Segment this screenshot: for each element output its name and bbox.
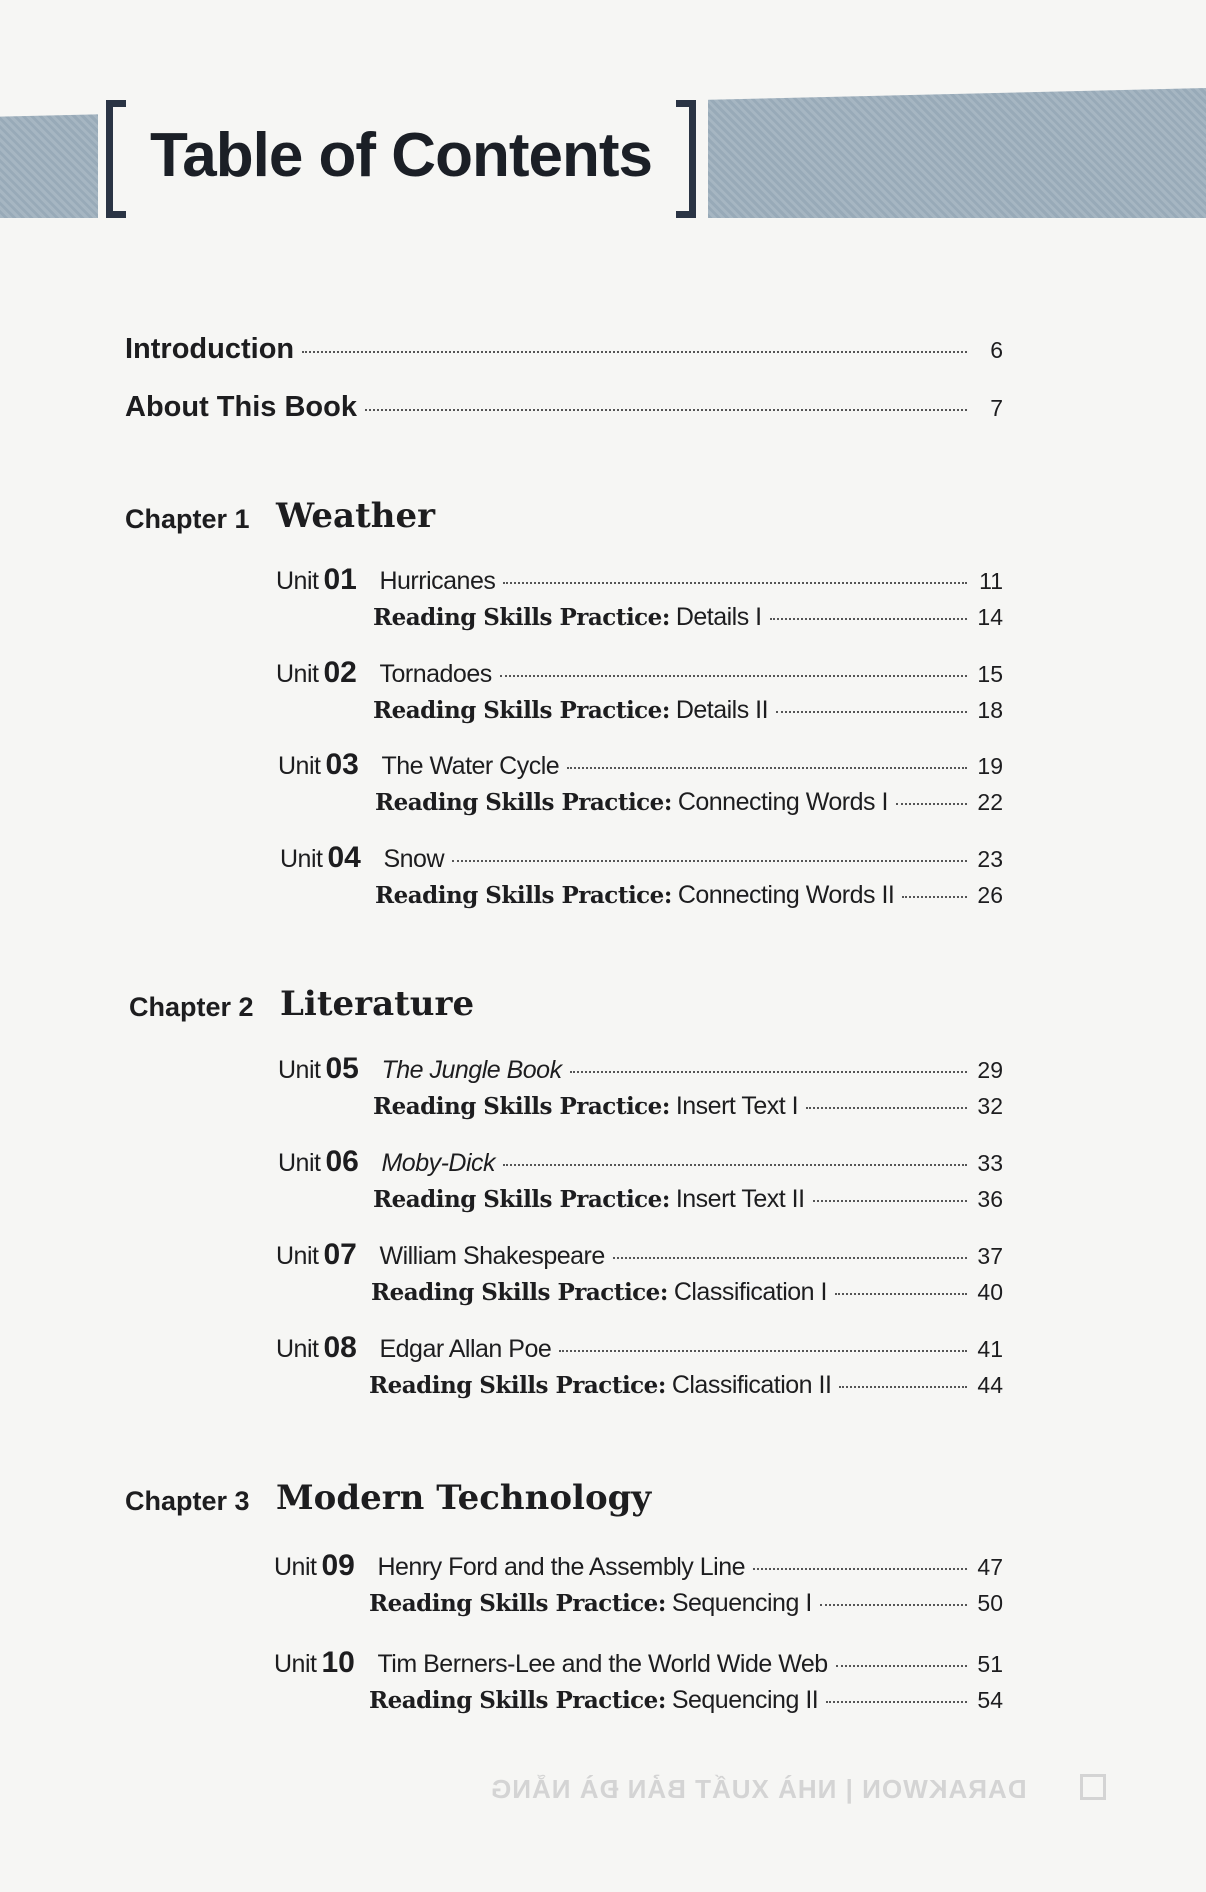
- toc-entry-rsp-08[interactable]: [369, 1371, 1003, 1400]
- toc-entry-unit-01[interactable]: [276, 563, 1003, 597]
- dot-leader: [567, 767, 967, 769]
- page-number: 41: [977, 1336, 1003, 1362]
- dot-leader: [813, 1200, 967, 1202]
- unit-number: 10: [321, 1646, 355, 1679]
- unit-word: Unit: [276, 567, 319, 595]
- unit-title: Edgar Allan Poe: [379, 1335, 552, 1363]
- page-number: 37: [977, 1243, 1003, 1269]
- chapter-1-name: Weather: [276, 496, 436, 536]
- page-number: 54: [977, 1687, 1003, 1713]
- entry-label: Introduction: [125, 333, 295, 365]
- page-number: 19: [977, 753, 1003, 779]
- unit-title: Moby-Dick: [381, 1149, 496, 1177]
- page-number: 7: [990, 395, 1003, 421]
- page-number: 15: [977, 661, 1003, 687]
- unit-word: Unit: [274, 1650, 317, 1678]
- rsp-topic: Classification II: [671, 1371, 832, 1399]
- dot-leader: [902, 896, 967, 898]
- page-number: 29: [977, 1057, 1003, 1083]
- rsp-label: Reading Skills Practice:: [375, 882, 672, 909]
- page-number: 6: [990, 337, 1003, 363]
- chapter-1-label: Chapter 1: [125, 504, 250, 534]
- unit-word: Unit: [276, 1242, 319, 1270]
- unit-title: William Shakespeare: [379, 1242, 605, 1270]
- unit-number: 04: [327, 841, 361, 874]
- dot-leader: [500, 675, 967, 677]
- unit-number: 08: [323, 1331, 357, 1364]
- page-number: 26: [977, 882, 1003, 908]
- toc-entry-rsp-07[interactable]: [371, 1278, 1003, 1307]
- page-number: 33: [977, 1150, 1003, 1176]
- rsp-label: Reading Skills Practice:: [373, 1093, 670, 1120]
- dot-leader: [365, 409, 967, 411]
- unit-title: Tim Berners-Lee and the World Wide Web: [377, 1650, 828, 1678]
- rsp-label: Reading Skills Practice:: [369, 1372, 666, 1399]
- dot-leader: [302, 351, 967, 353]
- left-bracket-icon: [106, 100, 126, 218]
- page-number: 40: [977, 1279, 1003, 1305]
- chapter-3-name: Modern Technology: [276, 1478, 652, 1518]
- chapter-3-label: Chapter 3: [125, 1486, 250, 1516]
- rsp-label: Reading Skills Practice:: [371, 1279, 668, 1306]
- dot-leader: [770, 618, 967, 620]
- toc-entry-rsp-02[interactable]: [373, 696, 1003, 725]
- right-bracket-icon: [676, 100, 696, 218]
- rsp-topic: Details II: [675, 696, 769, 724]
- rsp-label: Reading Skills Practice:: [373, 1186, 670, 1213]
- rsp-label: Reading Skills Practice:: [369, 1687, 666, 1714]
- toc-entry-unit-07[interactable]: [276, 1238, 1003, 1272]
- rsp-topic: Insert Text I: [675, 1092, 799, 1120]
- dot-leader: [835, 1293, 967, 1295]
- page-number: 32: [977, 1093, 1003, 1119]
- toc-entry-rsp-05[interactable]: [373, 1092, 1003, 1121]
- toc-entry-rsp-06[interactable]: [373, 1185, 1003, 1214]
- page-number: 14: [977, 604, 1003, 630]
- page-number: 44: [977, 1372, 1003, 1398]
- rsp-topic: Connecting Words I: [677, 788, 888, 816]
- unit-number: 02: [323, 656, 357, 689]
- toc-entry-rsp-04[interactable]: [375, 881, 1003, 910]
- page-number: 23: [977, 846, 1003, 872]
- dot-leader: [806, 1107, 967, 1109]
- publisher-logo-icon: [1080, 1774, 1106, 1800]
- toc-entry-unit-04[interactable]: [280, 841, 1003, 875]
- rsp-topic: Sequencing II: [671, 1686, 819, 1714]
- unit-title: The Jungle Book: [381, 1056, 562, 1084]
- dot-leader: [776, 711, 967, 713]
- page-number: 11: [979, 568, 1003, 594]
- rsp-label: Reading Skills Practice:: [373, 697, 670, 724]
- dot-leader: [613, 1257, 967, 1259]
- dot-leader: [503, 1164, 967, 1166]
- toc-entry-rsp-10[interactable]: [369, 1686, 1003, 1715]
- dot-leader: [753, 1568, 967, 1570]
- page-number: 51: [977, 1651, 1003, 1677]
- unit-word: Unit: [280, 845, 323, 873]
- unit-title: Tornadoes: [379, 660, 492, 688]
- page-number: 22: [977, 789, 1003, 815]
- rsp-label: Reading Skills Practice:: [373, 604, 670, 631]
- unit-title: Henry Ford and the Assembly Line: [377, 1553, 746, 1581]
- toc-entry-unit-10[interactable]: [274, 1646, 1003, 1680]
- dot-leader: [896, 803, 967, 805]
- page-number: 47: [977, 1554, 1003, 1580]
- page-number: 36: [977, 1186, 1003, 1212]
- unit-number: 06: [325, 1145, 359, 1178]
- toc-entry-unit-02[interactable]: [276, 656, 1003, 690]
- chapter-2-name: Literature: [280, 984, 475, 1024]
- toc-entry-unit-03[interactable]: [278, 748, 1003, 782]
- rsp-topic: Sequencing I: [671, 1589, 812, 1617]
- unit-word: Unit: [278, 752, 321, 780]
- dot-leader: [836, 1665, 967, 1667]
- toc-entry-introduction[interactable]: [125, 333, 1003, 366]
- dot-leader: [559, 1350, 967, 1352]
- toc-entry-unit-05[interactable]: [278, 1052, 1003, 1086]
- entry-label: About This Book: [125, 391, 357, 423]
- toc-entry-unit-09[interactable]: [274, 1549, 1003, 1583]
- toc-entry-unit-08[interactable]: [276, 1331, 1003, 1365]
- unit-word: Unit: [276, 660, 319, 688]
- rsp-topic: Classification I: [673, 1278, 827, 1306]
- dot-leader: [570, 1071, 967, 1073]
- rsp-topic: Details I: [675, 603, 762, 631]
- unit-number: 09: [321, 1549, 355, 1582]
- rsp-label: Reading Skills Practice:: [375, 789, 672, 816]
- unit-number: 07: [323, 1238, 357, 1271]
- rsp-topic: Insert Text II: [675, 1185, 805, 1213]
- unit-word: Unit: [276, 1335, 319, 1363]
- footer-show-through-text: DARAKWON | NHÀ XUẤT BẢN ĐÀ NẴNG: [490, 1774, 1027, 1804]
- toc-entry-rsp-01[interactable]: [373, 603, 1003, 632]
- unit-word: Unit: [278, 1149, 321, 1177]
- dot-leader: [452, 860, 967, 862]
- unit-number: 05: [325, 1052, 359, 1085]
- dot-leader: [839, 1386, 967, 1388]
- unit-title: Hurricanes: [379, 567, 496, 595]
- unit-number: 01: [323, 563, 357, 596]
- dot-leader: [503, 582, 967, 584]
- page-title: Table of Contents: [150, 121, 652, 190]
- page-number: 50: [977, 1590, 1003, 1616]
- rsp-label: Reading Skills Practice:: [369, 1590, 666, 1617]
- dot-leader: [820, 1604, 967, 1606]
- dot-leader: [826, 1701, 967, 1703]
- rsp-topic: Connecting Words II: [677, 881, 895, 909]
- unit-word: Unit: [278, 1056, 321, 1084]
- toc-entry-rsp-09[interactable]: [369, 1589, 1003, 1618]
- unit-number: 03: [325, 748, 359, 781]
- page-number: 18: [977, 697, 1003, 723]
- toc-entry-about-this-book[interactable]: [125, 391, 1003, 424]
- chapter-2-label: Chapter 2: [129, 992, 254, 1022]
- toc-entry-unit-06[interactable]: [278, 1145, 1003, 1179]
- toc-entry-rsp-03[interactable]: [375, 788, 1003, 817]
- unit-title: Snow: [383, 845, 445, 873]
- unit-title: The Water Cycle: [381, 752, 560, 780]
- unit-word: Unit: [274, 1553, 317, 1581]
